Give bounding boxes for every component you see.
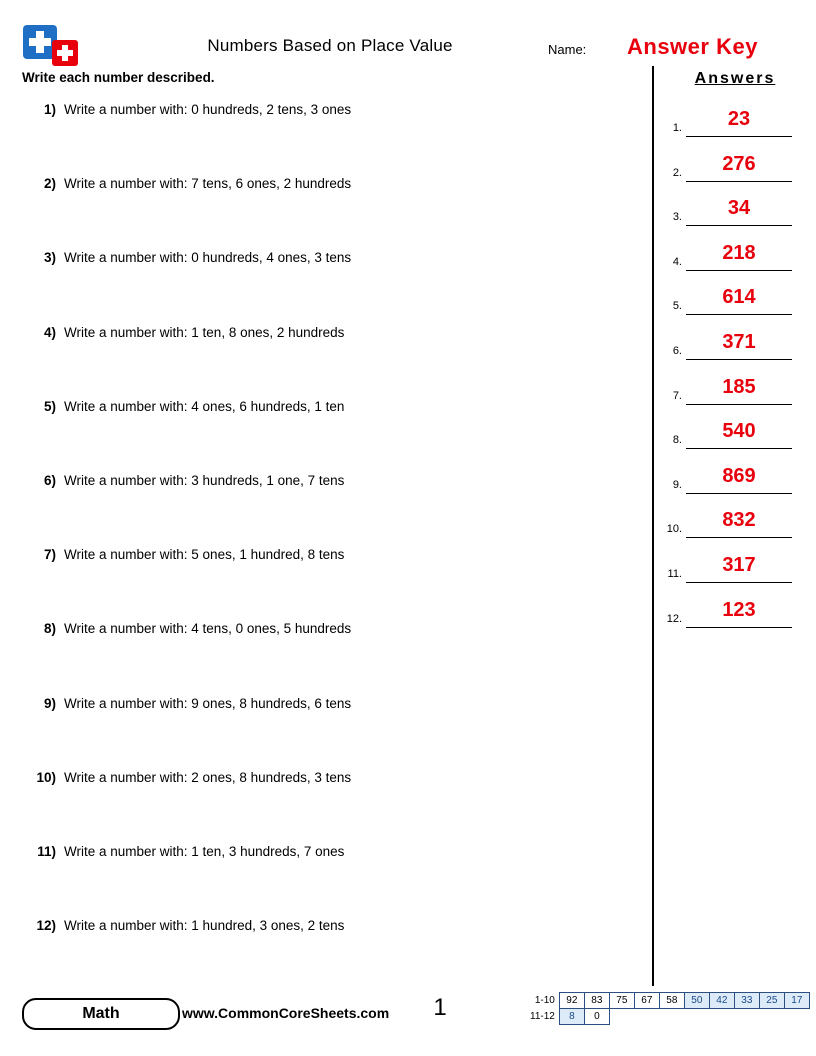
answer-number: 8. (672, 434, 682, 447)
answers-list (658, 104, 808, 639)
answer-row (658, 193, 808, 238)
answer-row (658, 416, 808, 461)
question-text: Write a number with: 1 ten, 3 hundreds, 7 ones (64, 843, 345, 859)
question-row (22, 170, 632, 244)
question-number: 5) (43, 398, 56, 414)
answer-value: 185 (722, 375, 756, 398)
answer-row (658, 149, 808, 194)
subject-label: Math (82, 1005, 120, 1022)
answer-row (658, 327, 808, 372)
question-text: Write a number with: 1 ten, 8 ones, 2 hundreds (64, 324, 345, 340)
score-table (528, 992, 810, 1025)
score-cell: 25 (759, 993, 784, 1009)
score-cell: 83 (584, 993, 609, 1009)
answer-row (658, 461, 808, 506)
answer-line (686, 359, 792, 360)
answer-line (686, 314, 792, 315)
page-header (0, 22, 816, 70)
answer-value: 371 (722, 330, 756, 353)
answer-number: 4. (672, 255, 682, 268)
question-row (22, 912, 632, 986)
question-row (22, 244, 632, 318)
name-label: Name: (548, 42, 587, 57)
answer-line (686, 225, 792, 226)
answer-line (686, 493, 792, 494)
answer-row (658, 104, 808, 149)
question-text: Write a number with: 0 hundreds, 2 tens, 3 ones (64, 102, 352, 117)
question-number: 1) (43, 102, 56, 117)
answer-value: 276 (722, 152, 756, 175)
question-text: Write a number with: 9 ones, 8 hundreds, 6 tens (64, 695, 352, 711)
question-number: 9) (43, 695, 56, 711)
answer-row (658, 595, 808, 640)
answer-value: 317 (722, 553, 756, 576)
score-cell-empty (784, 1009, 809, 1025)
score-cell-empty (609, 1009, 634, 1025)
answer-line (686, 537, 792, 538)
score-cell-empty (734, 1009, 759, 1025)
question-row (22, 96, 632, 170)
questions-list (22, 96, 632, 986)
question-number: 4) (43, 324, 56, 340)
question-row (22, 690, 632, 764)
question-text: Write a number with: 5 ones, 1 hundred, 8 tens (64, 547, 345, 563)
answer-line (686, 627, 792, 628)
answer-number: 9. (672, 478, 682, 491)
question-text: Write a number with: 4 ones, 6 hundreds, 1 ten (64, 398, 345, 414)
answer-row (658, 372, 808, 417)
score-row-1 (528, 993, 809, 1009)
question-text: Write a number with: 1 hundred, 3 ones, 2 tens (64, 918, 345, 934)
column-divider (652, 66, 654, 986)
answer-line (686, 181, 792, 182)
question-text: Write a number with: 2 ones, 8 hundreds, 3 tens (64, 769, 352, 785)
answer-row (658, 238, 808, 283)
answer-value: 123 (722, 598, 756, 621)
answer-value: 34 (727, 197, 751, 220)
score-cell-empty (759, 1009, 784, 1025)
score-cell: 17 (784, 993, 809, 1009)
answer-number: 12. (666, 612, 682, 625)
answer-row (658, 505, 808, 550)
question-row (22, 319, 632, 393)
question-text: Write a number with: 3 hundreds, 1 one, 7 tens (64, 472, 345, 488)
score-cell-empty (659, 1009, 684, 1025)
answer-number: 7. (672, 389, 682, 402)
score-cell: 75 (609, 993, 634, 1009)
instruction-text: Write each number described. (22, 70, 215, 85)
answer-line (686, 448, 792, 449)
question-number: 7) (43, 547, 56, 563)
question-row (22, 541, 632, 615)
score-cell-empty (709, 1009, 734, 1025)
score-cell: 0 (584, 1009, 609, 1025)
question-text: Write a number with: 7 tens, 6 ones, 2 hundreds (64, 176, 352, 192)
answer-value: 869 (722, 464, 756, 487)
question-number: 2) (43, 176, 56, 192)
question-number: 11) (37, 843, 56, 859)
answer-number: 11. (667, 567, 682, 580)
answer-value: 614 (722, 286, 756, 309)
answer-line (686, 136, 792, 137)
question-row (22, 467, 632, 541)
answer-value: 540 (722, 420, 756, 443)
answer-number: 5. (672, 300, 682, 313)
score-cell: 67 (634, 993, 659, 1009)
answer-value: 218 (722, 241, 756, 264)
answer-number: 3. (672, 211, 682, 224)
score-cell-empty (634, 1009, 659, 1025)
answer-value: 23 (727, 108, 751, 130)
website-link[interactable]: www.CommonCoreSheets.com (182, 1005, 390, 1021)
question-text: Write a number with: 0 hundreds, 4 ones, 3 tens (64, 250, 352, 266)
answer-number: 6. (672, 344, 682, 357)
score-row-1-label: 1-10 (534, 995, 555, 1006)
question-number: 10) (36, 769, 56, 785)
question-row (22, 393, 632, 467)
answer-line (686, 270, 792, 271)
answer-number: 2. (672, 166, 682, 179)
answer-value: 832 (722, 509, 756, 532)
score-cell: 33 (734, 993, 759, 1009)
answers-heading: Answers (694, 70, 776, 87)
answer-row (658, 550, 808, 595)
page-title: Numbers Based on Place Value (207, 36, 453, 55)
question-row (22, 838, 632, 912)
score-row-2-label: 11-12 (530, 1011, 555, 1022)
question-number: 3) (43, 250, 56, 266)
answer-line (686, 404, 792, 405)
score-cell: 8 (559, 1009, 584, 1025)
score-cell: 92 (559, 993, 584, 1009)
score-row-2 (528, 1009, 809, 1025)
question-text: Write a number with: 4 tens, 0 ones, 5 hundreds (64, 621, 352, 637)
page-number: 1 (433, 994, 447, 1021)
score-cell: 42 (709, 993, 734, 1009)
answer-row (658, 282, 808, 327)
question-number: 6) (43, 472, 56, 488)
answer-line (686, 582, 792, 583)
answer-key-badge: Answer Key (627, 34, 758, 59)
score-cell: 58 (659, 993, 684, 1009)
score-cell: 50 (684, 993, 709, 1009)
answer-number: 1. (672, 122, 682, 134)
question-row (22, 615, 632, 689)
common-core-sheets-logo-icon (22, 24, 84, 68)
question-number: 12) (36, 918, 56, 934)
subject-badge (22, 998, 180, 1030)
answer-number: 10. (666, 523, 682, 536)
question-row (22, 764, 632, 838)
score-cell-empty (684, 1009, 709, 1025)
question-number: 8) (43, 621, 56, 637)
